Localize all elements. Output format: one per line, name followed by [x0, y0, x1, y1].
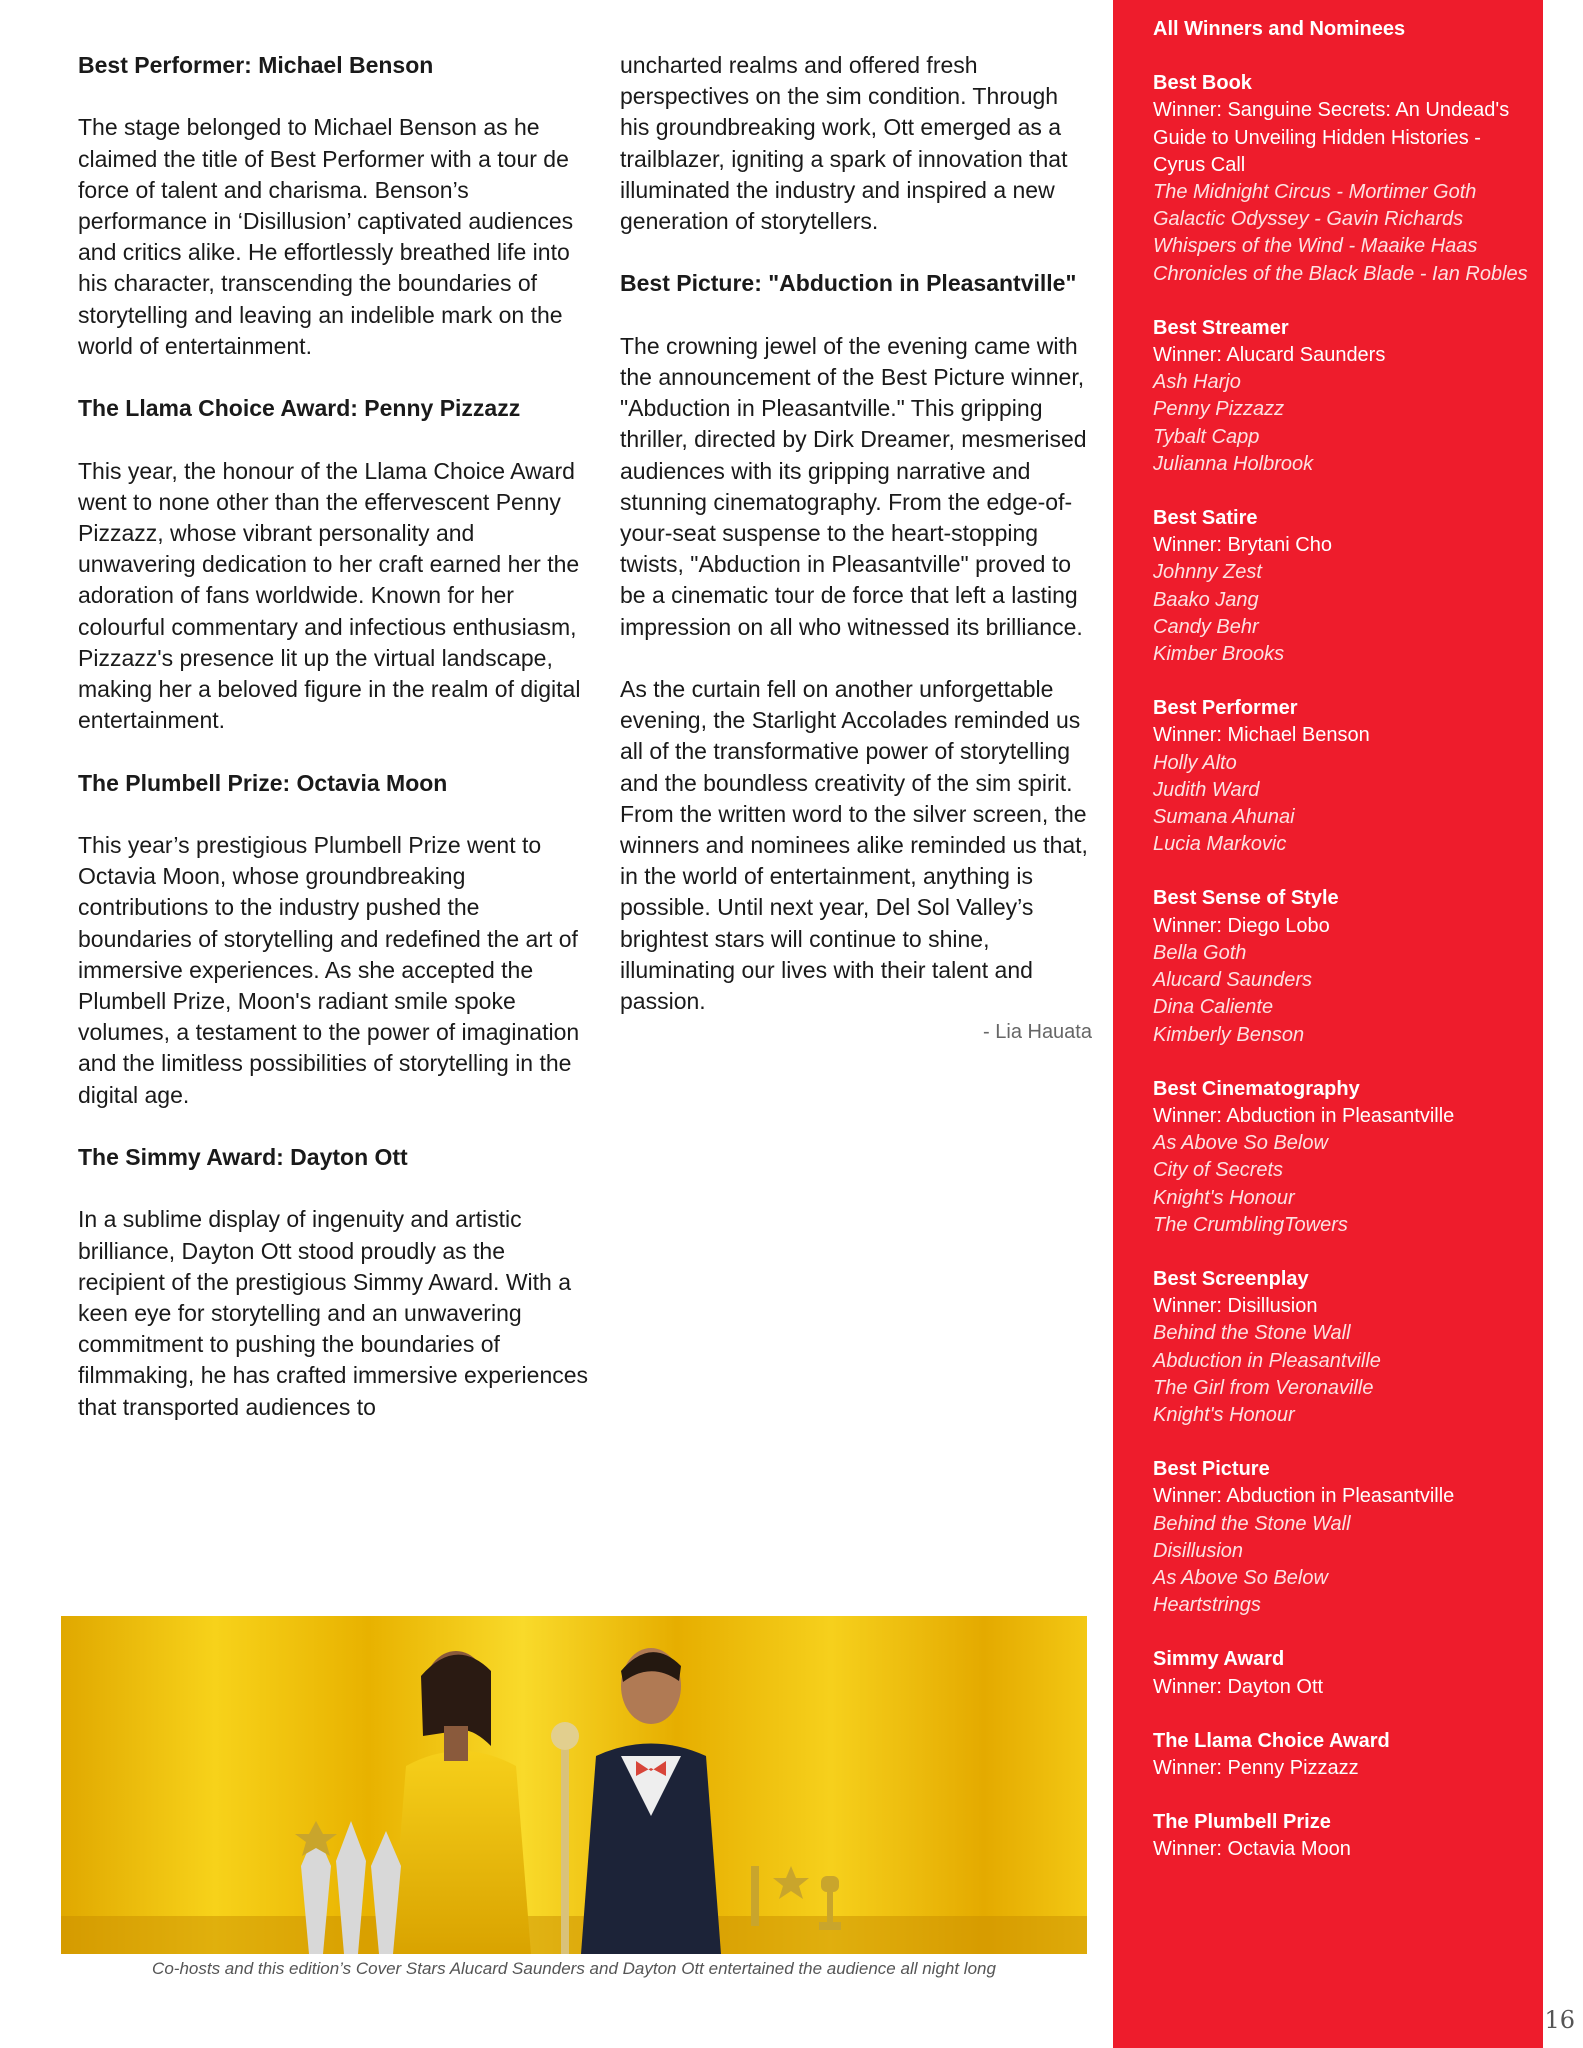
- page-number: 16: [1544, 2006, 1575, 2034]
- winners-sidebar: [1113, 0, 1543, 2048]
- sidebar-categories: [1153, 70, 1533, 1863]
- awards-photo: [61, 1616, 1087, 1954]
- category-name: The Llama Choice Award: [1153, 1729, 1390, 1752]
- nominee: Baako Jang: [1153, 588, 1259, 611]
- award-category: [1153, 1266, 1533, 1429]
- nominee: The CrumblingTowers: [1153, 1213, 1348, 1236]
- section-heading: The Plumbell Prize: Octavia Moon: [78, 769, 448, 796]
- nominee: Abduction in Pleasantville: [1153, 1349, 1381, 1372]
- category-winner: Winner: Dayton Ott: [1153, 1675, 1324, 1698]
- nominee: Heartstrings: [1153, 1594, 1261, 1617]
- nominee: Tybalt Capp: [1153, 425, 1260, 448]
- nominee: Kimberly Benson: [1153, 1023, 1305, 1046]
- category-winner: Winner: Disillusion: [1153, 1295, 1318, 1318]
- sidebar-title: All Winners and Nominees: [1153, 18, 1406, 40]
- section-heading: The Llama Choice Award: Penny Pizzazz: [78, 395, 521, 422]
- award-category: [1153, 70, 1533, 288]
- body-paragraph: This year, the honour of the Llama Choice Award went to none other than the effervescent Penny Pizzazz, whose vibrant personality and unwavering dedication to her craft earned her the adoration of fans worldwide. Known for her colourful commentary and infectious enthusiasm, Pizzazz's presence lit up the virtual landscape, making her a beloved figure in the realm of digital entertainment.: [78, 457, 581, 734]
- photo-caption: Co-hosts and this edition’s Cover Stars Alucard Saunders and Dayton Ott entertained the audience all night long: [152, 1959, 996, 1978]
- award-category: [1153, 1076, 1533, 1239]
- body-paragraph: This year’s prestigious Plumbell Prize went to Octavia Moon, whose groundbreaking contributions to the industry pushed the boundaries of storytelling and redefined the art of immersive experiences. As she accepted the Plumbell Prize, Moon's radiant smile spoke volumes, a testament to the power of imagination and the limitless possibilities of storytelling in the digital age.: [78, 832, 580, 1108]
- nominee: Ash Harjo: [1153, 371, 1241, 394]
- nominee: Behind the Stone Wall: [1153, 1512, 1351, 1535]
- nominee: Alucard Saunders: [1153, 969, 1312, 992]
- category-name: The Plumbell Prize: [1153, 1811, 1331, 1834]
- category-winner: Winner: Abduction in Pleasantville: [1153, 1104, 1455, 1127]
- nominee: Julianna Holbrook: [1153, 452, 1314, 475]
- nominee: The Midnight Circus - Mortimer Goth: [1153, 181, 1477, 204]
- nominee: Judith Ward: [1153, 778, 1260, 801]
- nominee: Penny Pizzazz: [1153, 398, 1285, 421]
- nominee: Lucia Markovic: [1153, 833, 1287, 856]
- body-paragraph: The stage belonged to Michael Benson as he claimed the title of Best Performer with a tour de force of talent and charisma. Benson’s performance in ‘Disillusion’ captivated audiences and critics alike. He effortlessly breathed life into his character, transcending the boundaries of storytelling and leaving an indelible mark on the world of entertainment.: [78, 114, 574, 359]
- category-winner: Winner: Alucard Saunders: [1153, 344, 1386, 367]
- nominee: Holly Alto: [1153, 751, 1237, 774]
- article-column-middle: [620, 50, 1092, 1049]
- nominee: Whispers of the Wind - Maaike Haas: [1153, 235, 1478, 258]
- category-winner: Winner: Penny Pizzazz: [1153, 1756, 1359, 1779]
- category-name: Best Performer: [1153, 697, 1298, 720]
- author-byline: - Lia Hauata: [983, 1021, 1092, 1044]
- category-winner: Winner: Sanguine Secrets: An Undead's Guide to Unveiling Hidden Histories - Cyrus Call: [1153, 99, 1510, 176]
- nominee: As Above So Below: [1153, 1132, 1328, 1155]
- nominee: Johnny Zest: [1153, 561, 1262, 584]
- award-category: [1153, 1646, 1533, 1700]
- section-heading: Best Picture: "Abduction in Pleasantville": [620, 270, 1077, 297]
- nominee: As Above So Below: [1153, 1566, 1328, 1589]
- nominee: Behind the Stone Wall: [1153, 1322, 1351, 1345]
- award-category: [1153, 695, 1533, 858]
- article-column-left: [78, 50, 598, 1454]
- nominee: Bella Goth: [1153, 941, 1247, 964]
- category-name: Best Streamer: [1153, 316, 1289, 339]
- category-winner: Winner: Octavia Moon: [1153, 1838, 1351, 1861]
- nominee: City of Secrets: [1153, 1159, 1284, 1182]
- category-name: Best Satire: [1153, 507, 1258, 530]
- award-category: [1153, 315, 1533, 478]
- section-heading: Best Performer: Michael Benson: [78, 52, 434, 78]
- nominee: The Girl from Veronaville: [1153, 1376, 1374, 1399]
- nominee: Disillusion: [1153, 1539, 1244, 1562]
- award-category: [1153, 1728, 1533, 1782]
- category-name: Best Book: [1153, 72, 1252, 95]
- nominee: Kimber Brooks: [1153, 643, 1285, 666]
- nominee: Chronicles of the Black Blade - Ian Robles: [1153, 262, 1528, 285]
- body-paragraph: As the curtain fell on another unforgettable evening, the Starlight Accolades reminded us all of the transformative power of storytelling and the boundless creativity of the sim spirit. From the written word to the silver screen, the winners and nominees alike reminded us that, in the world of entertainment, anything is possible. Until next year, Del Sol Valley’s brightest stars will continue to shine, illuminating our lives with their talent and passion.: [620, 676, 1088, 1015]
- award-category: [1153, 885, 1533, 1048]
- body-paragraph: In a sublime display of ingenuity and artistic brilliance, Dayton Ott stood proudly as the recipient of the prestigious Simmy Award. With a keen eye for storytelling and an unwavering commitment to pushing the boundaries of filmmaking, he has crafted immersive experiences that transported audiences to: [78, 1206, 589, 1420]
- body-paragraph: uncharted realms and offered fresh perspectives on the sim condition. Through his groundbreaking work, Ott emerged as a trailblazer, igniting a spark of innovation that illuminated the industry and inspired a new generation of storytellers.: [620, 52, 1068, 235]
- category-winner: Winner: Abduction in Pleasantville: [1153, 1485, 1455, 1508]
- nominee: Knight's Honour: [1153, 1186, 1295, 1209]
- category-winner: Winner: Diego Lobo: [1153, 914, 1330, 937]
- body-paragraph: The crowning jewel of the evening came with the announcement of the Best Picture winner, "Abduction in Pleasantville." This gripping thriller, directed by Dirk Dreamer, mesmerised audiences with its gripping narrative and stunning cinematography. From the edge-of-your-seat suspense to the heart-stopping twists, "Abduction in Pleasantville" proved to be a cinematic tour de force that left a lasting impression on all who witnessed its brilliance.: [620, 332, 1087, 640]
- section-heading: The Simmy Award: Dayton Ott: [78, 1144, 408, 1171]
- category-name: Best Picture: [1153, 1458, 1270, 1481]
- award-category: [1153, 505, 1533, 668]
- category-winner: Winner: Brytani Cho: [1153, 534, 1332, 557]
- category-name: Best Sense of Style: [1153, 887, 1339, 910]
- nominee: Sumana Ahunai: [1153, 806, 1295, 829]
- category-name: Best Screenplay: [1153, 1267, 1309, 1290]
- nominee: Galactic Odyssey - Gavin Richards: [1153, 208, 1464, 231]
- nominee: Dina Caliente: [1153, 996, 1274, 1019]
- category-name: Simmy Award: [1153, 1648, 1285, 1671]
- award-category: [1153, 1456, 1533, 1619]
- nominee: Candy Behr: [1153, 615, 1259, 638]
- category-winner: Winner: Michael Benson: [1153, 724, 1370, 747]
- award-category: [1153, 1809, 1533, 1863]
- nominee: Knight's Honour: [1153, 1403, 1295, 1426]
- category-name: Best Cinematography: [1153, 1077, 1360, 1100]
